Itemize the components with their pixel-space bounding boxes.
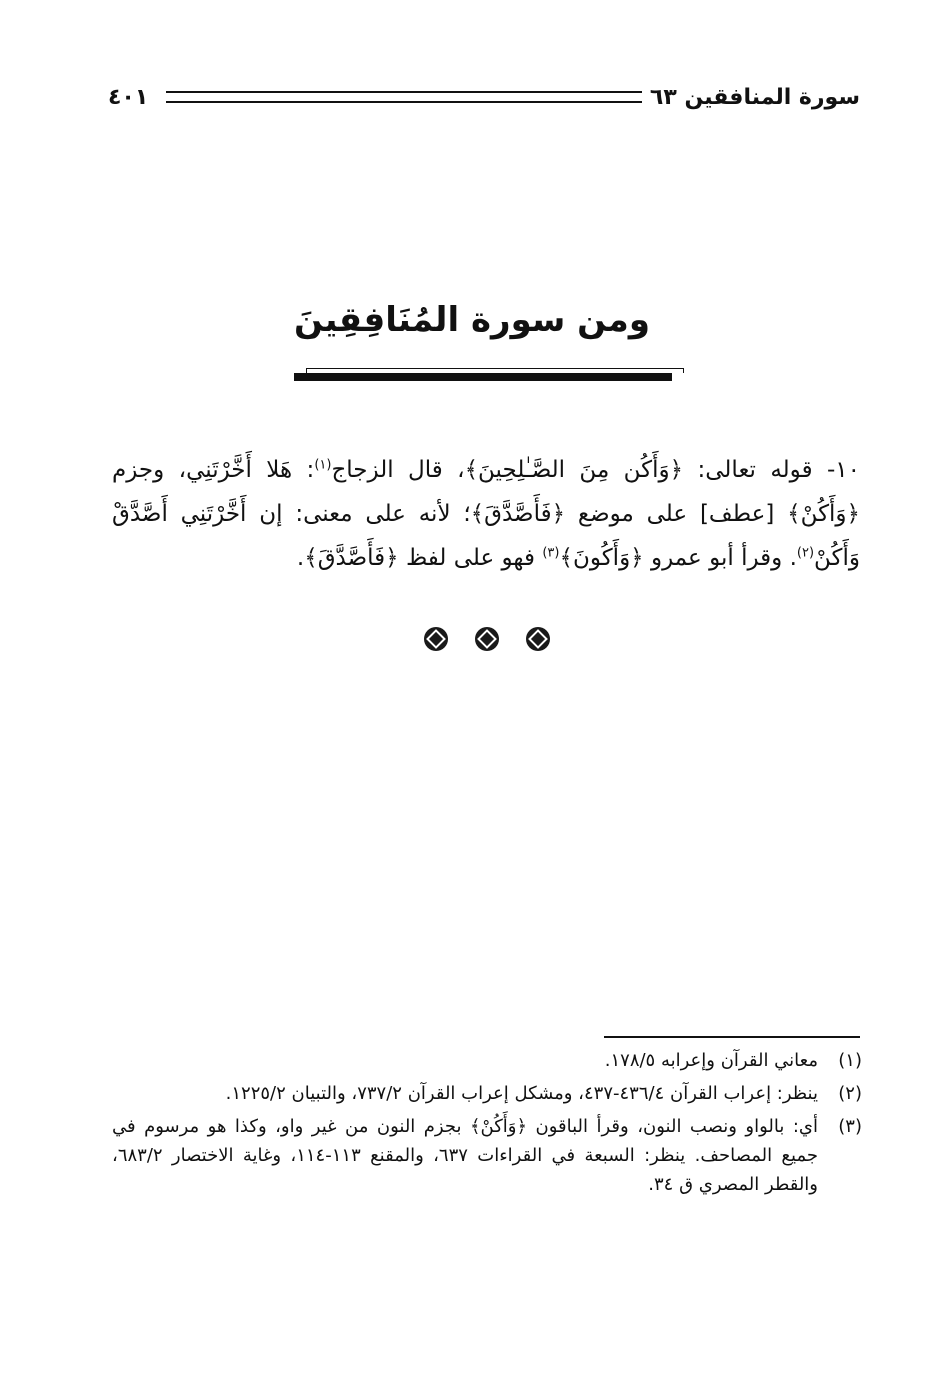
page-number: ٤٠١ <box>108 84 149 110</box>
rosette-icon <box>526 627 550 651</box>
footnote-item <box>112 1079 862 1108</box>
main-paragraph <box>112 448 860 580</box>
footnote-number: (٢) <box>838 1083 862 1104</box>
footnote-text: ينظر: إعراب القرآن ٤٣٦/٤-٤٣٧، ومشكل إعراب القرآن ٧٣٧/٢، والتبيان ١٢٢٥/٢. <box>225 1083 818 1104</box>
footnote-ref-1[interactable]: (١) <box>314 457 332 473</box>
rosette-icon <box>424 627 448 651</box>
footnote-text: معاني القرآن وإعرابه ١٧٨/٥. <box>604 1050 818 1071</box>
rosette-icon <box>475 627 499 651</box>
footnote-number: (١) <box>838 1050 862 1071</box>
running-header-title: سورة المنافقين ٦٣ <box>649 84 860 110</box>
title-bar-thin <box>306 368 684 373</box>
footnotes <box>112 1046 862 1203</box>
footnote-item <box>112 1046 862 1075</box>
footnote-number: (٣) <box>838 1116 862 1137</box>
header-double-rule <box>166 91 642 103</box>
title-bar-thick <box>294 373 672 381</box>
surah-title: ومن سورة المُنَافِقِينَ <box>294 300 650 340</box>
title-underline-bar <box>294 368 684 382</box>
footnote-ref-3[interactable]: (٣) <box>542 545 560 561</box>
paragraph-text-3: . وقرأ أبو عمرو ﴿وَأَكُونَ﴾ <box>559 545 797 571</box>
running-header <box>108 82 860 112</box>
paragraph-text-1: ١٠- قوله تعالى: ﴿وَأَكُن مِنَ الصَّـٰلِحِينَ﴾، قال الزجاج <box>331 457 860 483</box>
footnote-ref-2[interactable]: (٢) <box>796 545 815 561</box>
paragraph-text-2: : هَلا أَخَّرْتَنِي، وجزم ﴿وَأَكُنْ﴾ [عطف] على موضع ﴿فَأَصَّدَّقَ﴾؛ لأنه على معنى: إن أَخَّرْتَنِي أَصَّدَّقْ وَأَكُنْ <box>112 457 860 571</box>
footnote-separator <box>604 1036 860 1038</box>
section-end-ornaments <box>424 627 550 655</box>
paragraph-text-4: فهو على لفظ ﴿فَأَصَّدَّقَ﴾. <box>296 545 543 571</box>
footnote-text: أي: بالواو ونصب النون، وقرأ الباقون ﴿وَأَكُنْ﴾ بجزم النون من غير واو، وكذا هو مرسوم في جميع المصاحف. ينظر: السبعة في القراءات ٦٣٧، والمقنع ١١٣-١١٤، وغاية الاختصار ٦٨٣/٢، والقطر المصري ق ٣٤. <box>112 1116 818 1195</box>
footnote-item <box>112 1112 862 1199</box>
